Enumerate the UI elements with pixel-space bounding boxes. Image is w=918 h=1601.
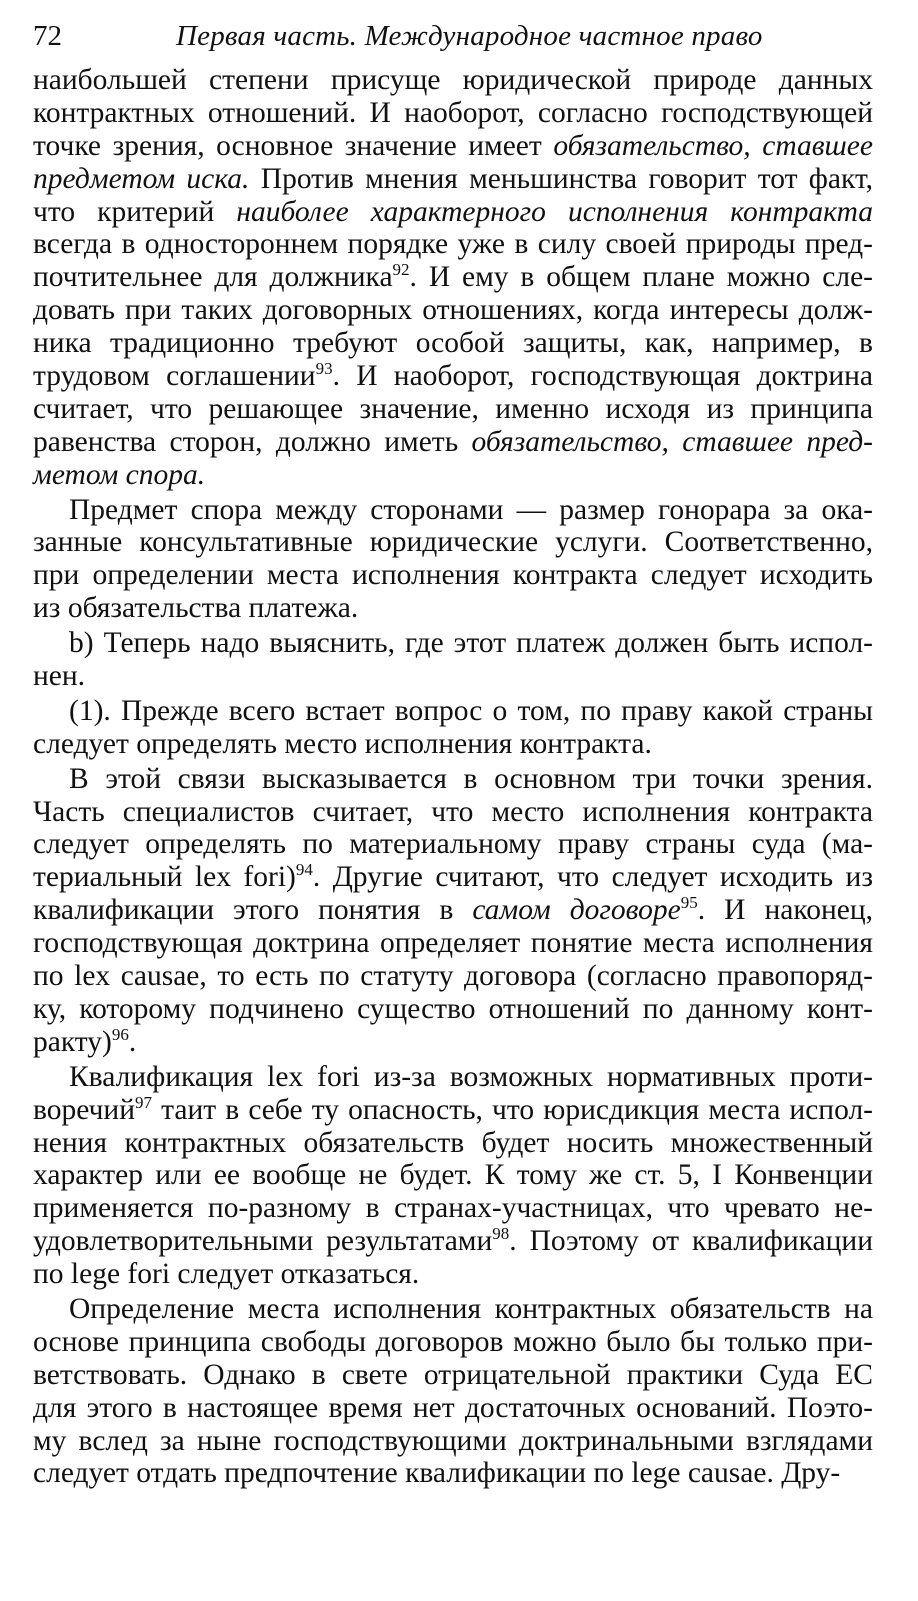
text-segment: . И наоборот, господствующая доктрина xyxy=(332,360,873,393)
text-line xyxy=(33,660,873,693)
text-line xyxy=(33,1225,873,1258)
page-number: 72 xyxy=(33,20,62,52)
text-line xyxy=(33,294,873,327)
footnote-ref: 92 xyxy=(392,260,410,280)
text-line xyxy=(33,695,873,728)
text-line xyxy=(33,828,873,861)
text-segment: занные консультативные юридические услуги. Соответственно, xyxy=(33,526,873,559)
text-line xyxy=(33,97,873,130)
text-segment: считает, что решающее значение, именно исходя из принципа xyxy=(33,392,873,425)
text-segment: b) Теперь надо выяснить, где этот платеж должен быть испол- xyxy=(69,627,873,660)
text-segment: точке зрения, основное значение имеет xyxy=(33,129,554,162)
text-line xyxy=(33,1392,873,1425)
text-line xyxy=(33,1127,873,1160)
text-line xyxy=(33,1192,873,1225)
text-segment: почтительнее для должника xyxy=(33,261,393,294)
page-header xyxy=(33,18,873,64)
text-segment: всегда в одностороннем порядке уже в силу своей природы пред- xyxy=(33,228,873,261)
text-segment: по lege fori следует отказаться. xyxy=(33,1258,420,1291)
text-segment: Определение места исполнения контрактных обязательств на xyxy=(69,1292,873,1325)
text-line xyxy=(33,1425,873,1458)
text-line xyxy=(33,796,873,829)
text-segment: из обязательства платежа. xyxy=(33,592,359,625)
text-line xyxy=(33,459,873,492)
text-line xyxy=(33,130,873,163)
paragraph xyxy=(33,494,873,626)
text-line xyxy=(33,627,873,660)
text-segment: Часть специалистов считает, что место исполнения контракта xyxy=(33,795,873,828)
text-line xyxy=(33,426,873,459)
italic-text: наиболее характерного исполнения контракта xyxy=(236,195,873,228)
text-segment: довать при таких договорных отношениях, когда интересы долж- xyxy=(33,294,873,327)
text-line xyxy=(33,1094,873,1127)
text-segment: Квалификация lex fori из-за возможных нормативных проти- xyxy=(69,1060,873,1093)
text-line xyxy=(33,1026,873,1059)
text-line xyxy=(33,261,873,294)
text-segment: контрактных отношений. И наоборот, согласно господствующей xyxy=(33,96,873,129)
italic-text: метом спора. xyxy=(33,458,206,491)
text-segment: квалификации этого понятия в xyxy=(33,894,473,927)
text-line xyxy=(33,228,873,261)
footnote-ref: 98 xyxy=(492,1224,510,1244)
text-segment: ветствовать. Однако в свете отрицательной практики Суда ЕС xyxy=(33,1358,873,1391)
text-line xyxy=(33,64,873,97)
text-segment: следует определять место исполнения контракта. xyxy=(33,727,652,760)
text-segment: трудовом соглашении xyxy=(33,360,316,393)
paragraph xyxy=(33,1061,873,1291)
book-page xyxy=(33,18,873,1490)
text-segment: применяется по-разному в странах-участницах, что чревато не- xyxy=(33,1192,873,1225)
text-segment: основе принципа свободы договоров можно было бы только при- xyxy=(33,1325,873,1358)
text-segment: Предмет спора между сторонами — размер гонорара за ока- xyxy=(69,493,873,526)
paragraph xyxy=(33,1293,873,1490)
italic-text: самом договоре xyxy=(472,894,681,927)
text-segment: . xyxy=(128,1025,137,1058)
text-line xyxy=(33,894,873,927)
text-line xyxy=(33,728,873,761)
footnote-ref: 93 xyxy=(315,359,333,379)
text-segment: господствующая доктрина определяет понятие места исполнения xyxy=(33,927,873,960)
text-line xyxy=(33,763,873,796)
italic-text: обязательство, ставшее пред- xyxy=(471,425,874,458)
text-line xyxy=(33,1293,873,1326)
text-segment: следует отдать предпочтение квалификации по lege causae. Дру- xyxy=(33,1457,841,1490)
text-segment: . Другие считают, что следует исходить из xyxy=(312,861,873,894)
text-segment: наибольшей степени присуще юридической природе данных xyxy=(33,64,873,96)
text-segment: (1). Прежде всего встает вопрос о том, по праву какой страны xyxy=(69,694,873,727)
paragraph xyxy=(33,695,873,761)
text-line xyxy=(33,163,873,196)
text-line xyxy=(33,1457,873,1490)
text-line xyxy=(33,1159,873,1192)
text-line xyxy=(33,559,873,592)
text-segment: при определении места исполнения контракта следует исходить xyxy=(33,559,873,592)
text-segment: равенства сторон, должно иметь xyxy=(33,425,472,458)
text-segment: . И ему в общем плане можно сле- xyxy=(409,261,873,294)
text-line xyxy=(33,960,873,993)
text-line xyxy=(33,393,873,426)
text-segment: по lex causae, то есть по статуту договора (согласно правопоряд- xyxy=(33,960,873,993)
text-line xyxy=(33,861,873,894)
text-segment: ракту) xyxy=(33,1025,112,1058)
italic-text: обязательство, ставшее xyxy=(553,129,873,162)
footnote-ref: 97 xyxy=(135,1092,152,1112)
footnote-ref: 96 xyxy=(111,1024,129,1044)
text-line xyxy=(33,1326,873,1359)
text-line xyxy=(33,360,873,393)
text-line xyxy=(33,1258,873,1291)
text-segment: . Поэтому от квалификации xyxy=(509,1225,873,1258)
text-segment: что критерий xyxy=(33,195,237,228)
paragraph xyxy=(33,64,873,492)
text-segment: . И наконец, xyxy=(697,894,874,927)
text-line xyxy=(33,526,873,559)
text-segment: воречий xyxy=(33,1093,135,1126)
text-line xyxy=(33,1359,873,1392)
text-line xyxy=(33,196,873,229)
text-segment: му вслед за ныне господствующими доктринальными взглядами xyxy=(33,1424,873,1457)
text-line xyxy=(33,592,873,625)
body-text xyxy=(33,64,873,1490)
footnote-ref: 94 xyxy=(295,860,313,880)
text-segment: для этого в настоящее время нет достаточных оснований. Поэто- xyxy=(33,1391,873,1424)
text-line xyxy=(33,993,873,1026)
text-segment: таит в себе ту опасность, что юрисдикция места испол- xyxy=(152,1093,873,1126)
text-segment: ку, которому подчинено существо отношений по данному конт- xyxy=(33,992,873,1025)
text-segment: Против мнения меньшинства говорит тот факт, xyxy=(249,162,873,195)
text-line xyxy=(33,494,873,527)
italic-text: предметом иска. xyxy=(33,162,250,195)
text-segment: териальный lex fori) xyxy=(33,861,296,894)
text-segment: удовлетворительными результатами xyxy=(33,1225,493,1258)
text-segment: нения контрактных обязательств будет носить множественный xyxy=(33,1126,873,1159)
footnote-ref: 95 xyxy=(680,893,698,913)
text-line xyxy=(33,927,873,960)
text-segment: нен. xyxy=(33,660,86,693)
text-segment: следует определять по материальному праву страны суда (ма- xyxy=(33,828,873,861)
paragraph xyxy=(33,763,873,1059)
text-line xyxy=(33,327,873,360)
text-segment: характер или ее вообще не будет. К тому же ст. 5, I Конвенции xyxy=(33,1159,873,1192)
text-line xyxy=(33,1061,873,1094)
text-segment: В этой связи высказывается в основном три точки зрения. xyxy=(69,762,873,795)
paragraph xyxy=(33,627,873,693)
running-title: Первая часть. Международное частное право xyxy=(176,20,763,52)
text-segment: ника традиционно требуют особой защиты, как, например, в xyxy=(33,327,873,360)
